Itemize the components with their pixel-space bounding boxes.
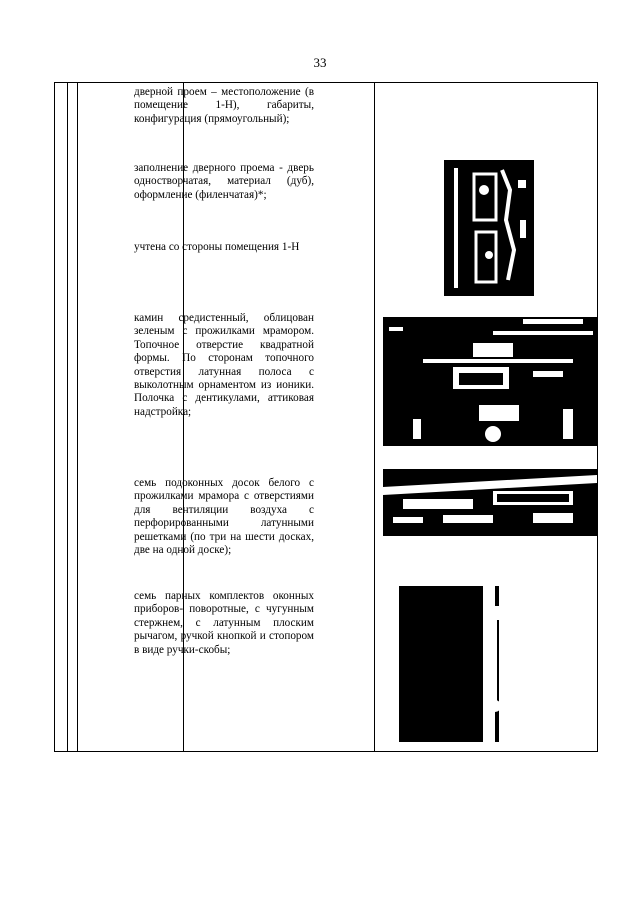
entry-accounted: учтена со стороны помещения 1-Н — [134, 241, 300, 253]
column-divider — [67, 83, 68, 751]
column-divider — [77, 83, 78, 751]
window-hardware-photo — [399, 586, 499, 742]
fireplace-photo — [383, 309, 597, 446]
door-photo — [444, 160, 534, 296]
entry-window-hardware: семь парных комплектов оконных приборов- поворотные, с чугунным стержнем, с латунным плоским рычагом, ручкой кнопкой и стопором в виде ручки-скобы; — [134, 590, 314, 656]
page-number: 33 — [313, 55, 327, 70]
column-divider — [374, 83, 375, 751]
entry-sills: семь подоконных досок белого с прожилками мрамора с отверстиями для вентиляции воздуха с перфорированными латунными решетками (по три на шести досках, две на одной доске); — [134, 477, 314, 557]
entry-door-fill: заполнение дверного проема - дверь одностворчатая, материал (дуб), оформление (филенчатая)*; — [134, 162, 314, 201]
windowsill-photo — [383, 469, 597, 536]
entry-doorway: дверной проем – местоположение (в помещение 1-Н), габариты, конфигурация (прямоугольный); — [134, 86, 314, 125]
entry-fireplace: камин средистенный, облицован зеленым с прожилками мрамором. Топочное отверстие квадратной формы. По сторонам топочного отверстия латунная полоса с выколотным орнаментом из ионики. Полочка с дентикулами, аттиковая надстройка; — [134, 312, 314, 418]
